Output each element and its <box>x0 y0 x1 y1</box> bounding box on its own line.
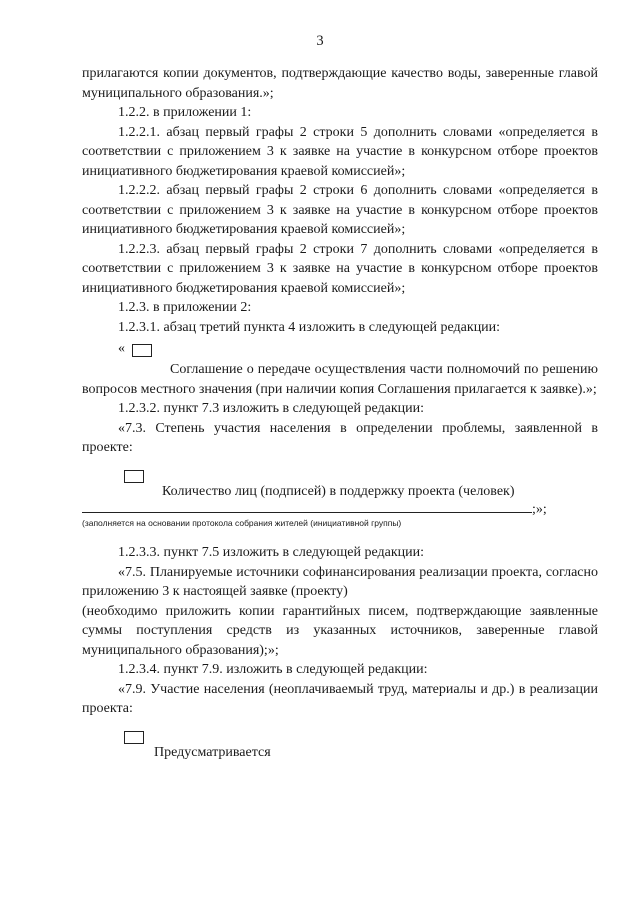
agreement-checkbox-row <box>82 341 598 359</box>
count-end: ;»; <box>532 502 547 517</box>
agreement-text <box>82 360 598 399</box>
point-7-3: «7.3. Степень участия населения в определении проблемы, заявленной в проекте: <box>82 420 598 455</box>
count-text <box>82 482 598 502</box>
fill-in-underline[interactable] <box>82 501 532 513</box>
quote-mark: « <box>118 341 125 356</box>
agreement-label: Соглашение о передаче осуществления части полномочий по решению вопросов местного значения (при наличии копия Соглашения прилагается к заявке).»; <box>82 362 598 397</box>
count-label: Количество лиц (подписей) в поддержку проекта (человек) <box>162 483 515 499</box>
footnote: (заполняется на основании протокола собрания жителей (инициативной группы) <box>82 518 402 528</box>
provided-checkbox[interactable] <box>124 731 144 744</box>
paragraph-continuation: прилагаются копии документов, подтверждающие качество воды, заверенные главой муниципального образования.»; <box>82 66 598 101</box>
clause-1-2-2: 1.2.2. в приложении 1: <box>118 105 252 120</box>
clause-1-2-3-1: 1.2.3.1. абзац третий пункта 4 изложить в следующей редакции: <box>118 319 501 335</box>
provided-label: Предусматривается <box>154 744 271 760</box>
count-fill-line <box>82 501 598 517</box>
point-7-5-note: (необходимо приложить копии гарантийных писем, подтверждающие заявленные суммы поступления средств из указанных источников, заверенные главой муниципального образования);»; <box>82 603 598 658</box>
agreement-checkbox[interactable] <box>132 344 152 357</box>
count-checkbox-row <box>82 470 598 484</box>
clause-1-2-2-1: 1.2.2.1. абзац первый графы 2 строки 5 дополнить словами «определяется в соответствии с приложением 3 к заявке на участие в конкурсном отборе проектов инициативного бюджетирования краевой комиссией»; <box>82 124 598 179</box>
provided-text <box>82 743 598 763</box>
count-checkbox[interactable] <box>124 470 144 483</box>
point-7-9: «7.9. Участие населения (неоплачиваемый труд, материалы и др.) в реализации проекта: <box>82 681 598 716</box>
clause-1-2-3-4: 1.2.3.4. пункт 7.9. изложить в следующей редакции: <box>118 662 428 677</box>
clause-1-2-2-3: 1.2.2.3. абзац первый графы 2 строки 7 дополнить словами «определяется в соответствии с приложением 3 к заявке на участие в конкурсном отборе проектов инициативного бюджетирования краевой комиссией»; <box>82 241 598 296</box>
clause-1-2-3-3: 1.2.3.3. пункт 7.5 изложить в следующей редакции: <box>118 545 424 560</box>
point-7-5: «7.5. Планируемые источники софинансирования реализации проекта, согласно приложению 3 к настоящей заявке (проекту) <box>82 564 598 599</box>
clause-1-2-2-2: 1.2.2.2. абзац первый графы 2 строки 6 дополнить словами «определяется в соответствии с приложением 3 к заявке на участие в конкурсном отборе проектов инициативного бюджетирования краевой комиссией»; <box>82 183 598 237</box>
provided-checkbox-row <box>82 731 598 745</box>
clause-1-2-3: 1.2.3. в приложении 2: <box>118 300 252 315</box>
document-body <box>82 64 598 762</box>
page-number: 3 <box>316 33 324 49</box>
clause-1-2-3-2: 1.2.3.2. пункт 7.3 изложить в следующей редакции: <box>118 401 424 416</box>
